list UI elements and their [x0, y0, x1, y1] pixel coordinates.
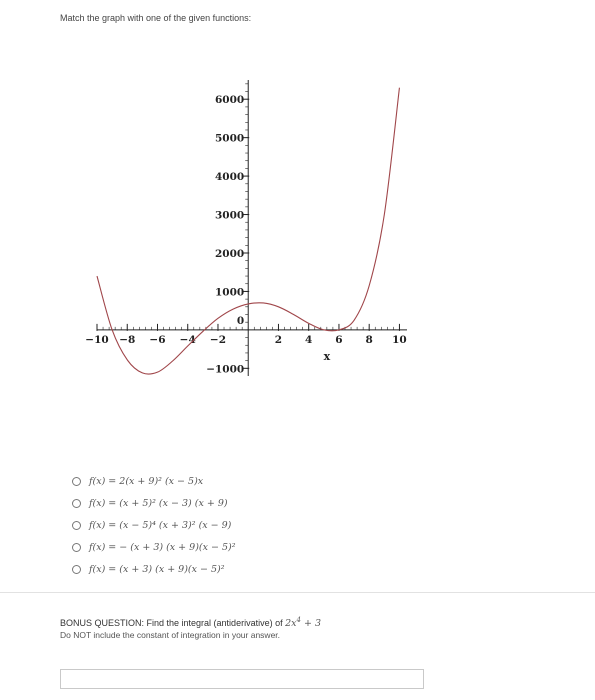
y-tick-label: 6000 [214, 94, 245, 107]
y-tick-label: 1000 [214, 286, 245, 299]
radio-button-3[interactable] [72, 521, 81, 530]
radio-button-1[interactable] [72, 477, 81, 486]
option-formula: f(x) = (x − 5)⁴ (x + 3)² (x − 9) [89, 519, 232, 531]
x-tick-label: 2 [274, 333, 283, 346]
radio-button-5[interactable] [72, 565, 81, 574]
y-tick-label: −1000 [206, 363, 245, 376]
radio-button-4[interactable] [72, 543, 81, 552]
x-tick-label: −8 [119, 333, 136, 346]
answer-input[interactable] [60, 669, 424, 689]
x-tick-label: 6 [335, 333, 343, 346]
bonus-note: Do NOT include the constant of integration in your answer. [60, 630, 281, 640]
origin-label: 0 [236, 314, 245, 327]
x-tick-label: 10 [392, 333, 407, 346]
chart-svg [85, 76, 415, 391]
option-1[interactable] [72, 470, 236, 492]
x-tick-label: 4 [305, 333, 313, 346]
answer-options [72, 470, 236, 580]
option-2[interactable] [72, 492, 236, 514]
bonus-expr-tail: + 3 [300, 618, 322, 630]
x-tick-label: −2 [209, 333, 227, 346]
x-tick-label: 8 [365, 333, 373, 346]
section-divider [0, 592, 595, 593]
y-tick-label: 4000 [214, 171, 245, 184]
radio-button-2[interactable] [72, 499, 81, 508]
y-tick-label: 5000 [214, 132, 245, 145]
bonus-text: BONUS QUESTION: Find the integral (antiderivative) of [60, 618, 283, 629]
bonus-expr-base: 2x [285, 618, 297, 630]
function-graph [85, 76, 415, 391]
question-prompt: Match the graph with one of the given functions: [60, 13, 252, 23]
x-tick-label: −10 [85, 333, 109, 346]
x-axis-label: x [323, 349, 331, 363]
y-tick-label: 3000 [214, 209, 245, 222]
option-formula: f(x) = (x + 3) (x + 9)(x − 5)² [89, 563, 225, 575]
option-formula: f(x) = (x + 5)² (x − 3) (x + 9) [89, 497, 228, 509]
bonus-question [60, 616, 321, 629]
option-formula: f(x) = 2(x + 9)² (x − 5)x [89, 475, 204, 487]
option-formula: f(x) = − (x + 3) (x + 9)(x − 5)² [89, 541, 236, 553]
y-tick-label: 2000 [214, 247, 245, 260]
option-5[interactable] [72, 558, 236, 580]
x-tick-label: −4 [179, 333, 196, 346]
bonus-expr-exp: 4 [296, 616, 301, 624]
option-4[interactable] [72, 536, 236, 558]
bonus-expression [285, 618, 321, 629]
x-tick-label: −6 [149, 333, 166, 346]
option-3[interactable] [72, 514, 236, 536]
